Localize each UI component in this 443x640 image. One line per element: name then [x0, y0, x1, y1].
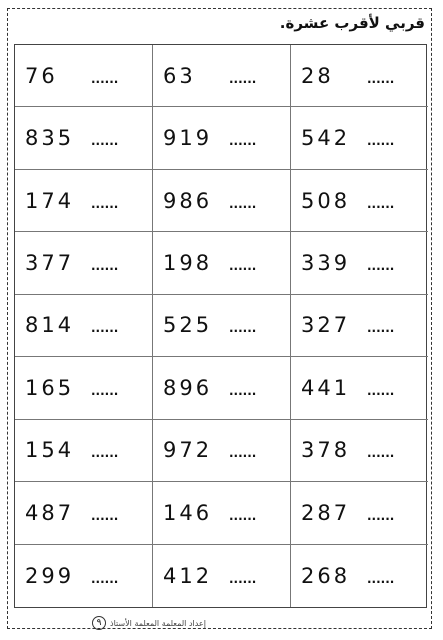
exercise-number: 287 [301, 500, 351, 525]
answer-blank[interactable]: ...... [367, 571, 395, 586]
exercise-cell [15, 107, 153, 169]
answer-blank[interactable]: ...... [367, 71, 395, 86]
exercise-cell [15, 357, 153, 419]
exercise-number: 146 [163, 500, 213, 525]
answer-blank[interactable]: ...... [367, 383, 395, 398]
exercise-cell [153, 420, 291, 482]
exercise-cell [291, 295, 428, 357]
instruction-title: قربي لأقرب عشرة. [279, 14, 425, 32]
exercise-number: 919 [163, 126, 213, 151]
exercise-cell [15, 45, 153, 107]
exercise-number: 268 [301, 563, 351, 588]
answer-blank[interactable]: ...... [91, 508, 119, 523]
answer-blank[interactable]: ...... [229, 508, 257, 523]
exercise-number: 508 [301, 188, 351, 213]
exercise-number: 835 [25, 126, 75, 151]
answer-blank[interactable]: ...... [229, 321, 257, 336]
exercise-cell [153, 170, 291, 232]
answer-blank[interactable]: ...... [91, 321, 119, 336]
page-number: ٩ [92, 616, 106, 630]
exercise-number: 972 [163, 438, 213, 463]
exercise-cell [153, 545, 291, 607]
answer-blank[interactable]: ...... [229, 71, 257, 86]
exercise-cell [291, 420, 428, 482]
exercise-number: 154 [25, 438, 75, 463]
exercise-cell [15, 295, 153, 357]
answer-blank[interactable]: ...... [367, 446, 395, 461]
exercise-cell [291, 107, 428, 169]
answer-blank[interactable]: ...... [229, 196, 257, 211]
answer-blank[interactable]: ...... [229, 383, 257, 398]
exercise-number: 525 [163, 313, 213, 338]
answer-blank[interactable]: ...... [91, 446, 119, 461]
answer-blank[interactable]: ...... [367, 508, 395, 523]
exercise-cell [15, 545, 153, 607]
exercise-number: 299 [25, 563, 75, 588]
exercise-cell [153, 357, 291, 419]
exercise-number: 412 [163, 563, 213, 588]
exercise-number: 487 [25, 500, 75, 525]
answer-blank[interactable]: ...... [91, 383, 119, 398]
author-credit: إعداد المعلمة المعلمة الأستاذ [110, 618, 206, 628]
exercise-number: 814 [25, 313, 75, 338]
answer-blank[interactable]: ...... [367, 258, 395, 273]
answer-blank[interactable]: ...... [91, 71, 119, 86]
exercise-cell [153, 482, 291, 544]
page-footer [92, 614, 206, 632]
exercise-number: 28 [301, 63, 334, 88]
answer-blank[interactable]: ...... [367, 133, 395, 148]
exercise-number: 165 [25, 375, 75, 400]
exercise-number: 63 [163, 63, 196, 88]
exercise-number: 76 [25, 63, 58, 88]
exercise-cell [291, 232, 428, 294]
exercise-number: 339 [301, 251, 351, 276]
exercise-number: 378 [301, 438, 351, 463]
exercise-cell [153, 107, 291, 169]
exercise-number: 174 [25, 188, 75, 213]
answer-blank[interactable]: ...... [91, 196, 119, 211]
exercise-cell [15, 232, 153, 294]
exercise-cell [15, 420, 153, 482]
exercise-cell [153, 295, 291, 357]
answer-blank[interactable]: ...... [229, 571, 257, 586]
exercise-number: 986 [163, 188, 213, 213]
answer-blank[interactable]: ...... [91, 258, 119, 273]
answer-blank[interactable]: ...... [229, 258, 257, 273]
exercise-cell [291, 545, 428, 607]
answer-blank[interactable]: ...... [229, 446, 257, 461]
exercise-number: 896 [163, 375, 213, 400]
exercise-number: 441 [301, 375, 351, 400]
exercise-cell [291, 45, 428, 107]
answer-blank[interactable]: ...... [367, 196, 395, 211]
exercise-cell [291, 357, 428, 419]
answer-blank[interactable]: ...... [91, 571, 119, 586]
exercise-cell [15, 482, 153, 544]
exercise-cell [291, 482, 428, 544]
exercise-number: 327 [301, 313, 351, 338]
exercise-cell [15, 170, 153, 232]
exercise-number: 377 [25, 251, 75, 276]
exercise-cell [291, 170, 428, 232]
exercise-cell [153, 232, 291, 294]
answer-blank[interactable]: ...... [229, 133, 257, 148]
exercise-cell [153, 45, 291, 107]
answer-blank[interactable]: ...... [367, 321, 395, 336]
exercise-number: 542 [301, 126, 351, 151]
exercise-number: 198 [163, 251, 213, 276]
exercise-grid [14, 44, 427, 608]
answer-blank[interactable]: ...... [91, 133, 119, 148]
